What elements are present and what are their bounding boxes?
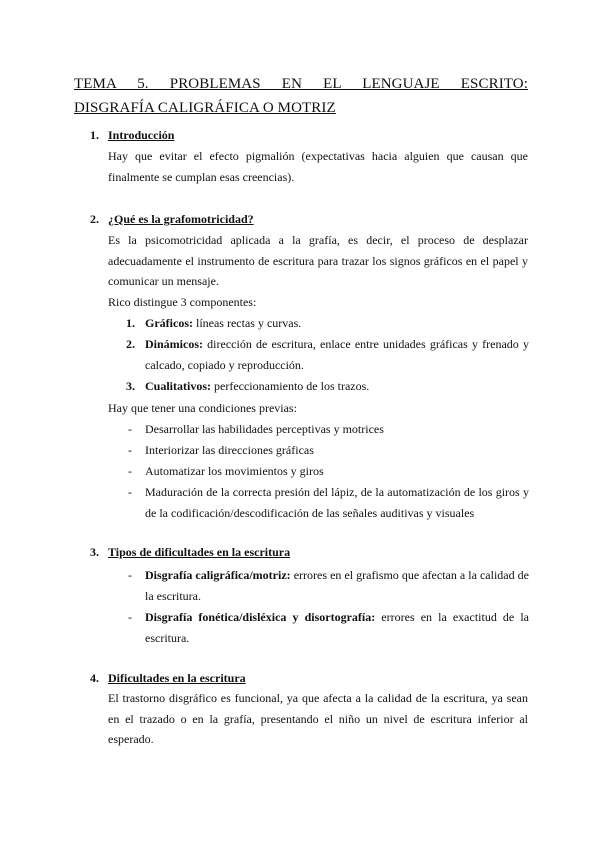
section-3-title: Tipos de dificultades en la escritura [108, 545, 291, 559]
component-3-label: Cualitativos: [145, 379, 211, 393]
section-4-title: Dificultades en la escritura [108, 671, 246, 685]
component-1-label: Gráficos: [145, 316, 193, 330]
difficulty-2-label: Disgrafía fonética/disléxica y disortografía: [145, 610, 376, 624]
condition-3: Automatizar los movimientos y giros [145, 464, 324, 478]
difficulty-2-text: errores en la exactitud de la escritura. [145, 610, 529, 645]
component-1-text: líneas rectas y curvas. [192, 316, 302, 330]
conditions-intro: Hay que tener una condiciones previas: [108, 401, 297, 415]
difficulty-1-text: errores en el grafismo que afectan a la calidad de la escritura. [145, 568, 529, 603]
component-1-number: 1. [126, 316, 135, 330]
condition-1-dash: - [128, 422, 132, 436]
condition-4: Maduración de la correcta presión del lápiz, de la automatización de los giros y de la codificación/descodificación de las señales auditivas y visuales [145, 485, 529, 520]
component-2 [145, 334, 529, 376]
difficulty-1-dash: - [128, 568, 132, 582]
condition-3-dash: - [128, 464, 132, 478]
section-2-number: 2. [90, 212, 99, 226]
section-3-number: 3. [90, 545, 99, 559]
difficulty-1-label: Disgrafía caligráfica/motriz: [145, 568, 291, 582]
condition-1: Desarrollar las habilidades perceptivas y motrices [145, 422, 384, 436]
difficulty-1 [145, 565, 529, 607]
component-3-text: perfeccionamiento de los trazos. [211, 379, 370, 393]
condition-2-dash: - [128, 443, 132, 457]
section-4-number: 4. [90, 671, 99, 685]
section-2-title: ¿Qué es la grafomotricidad? [108, 212, 254, 226]
component-2-label: Dinámicos: [145, 337, 203, 351]
section-1-title: Introducción [108, 128, 175, 142]
component-3 [145, 376, 529, 397]
section-2-text: Es la psicomotricidad aplicada a la grafía, es decir, el proceso de desplazar adecuadamente el instrumento de escritura para trazar los signos gráficos en el papel y comunicar un mensaje. [108, 233, 528, 288]
components-intro: Rico distingue 3 componentes: [108, 295, 257, 309]
component-1 [145, 313, 529, 334]
condition-2: Interiorizar las direcciones gráficas [145, 443, 314, 457]
doc-title-line2: DISGRAFÍA CALIGRÁFICA O MOTRIZ [74, 100, 336, 116]
difficulty-2 [145, 607, 529, 649]
component-2-number: 2. [126, 337, 135, 351]
component-2-text: dirección de escritura, enlace entre unidades gráficas y frenado y calcado, copiado y reproducción. [145, 337, 529, 372]
section-4-text: El trastorno disgráfico es funcional, ya que afecta a la calidad de la escritura, ya sean en el trazado o en la grafía, presentando el niño un nivel de escritura inferior al esperado. [108, 691, 528, 746]
doc-title-line1: TEMA 5. PROBLEMAS EN EL LENGUAJE ESCRITO: [74, 76, 528, 92]
condition-4-dash: - [128, 485, 132, 499]
component-3-number: 3. [126, 379, 135, 393]
difficulty-2-dash: - [128, 610, 132, 624]
section-1-text: Hay que evitar el efecto pigmalión (expectativas hacia alguien que causan que finalmente se cumplan esas creencias). [108, 149, 528, 184]
section-1-number: 1. [90, 128, 99, 142]
